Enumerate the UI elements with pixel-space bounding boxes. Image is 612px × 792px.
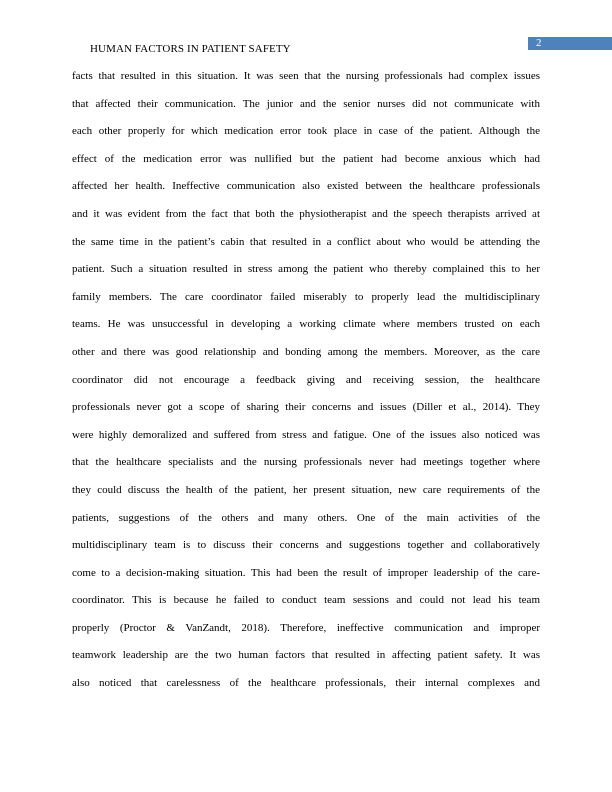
text-line: that the healthcare specialists and the nursing professionals never had meetings together where	[72, 456, 540, 469]
text-line: professionals never got a scope of sharing their concerns and issues (Diller et al., 2014). They	[72, 401, 540, 414]
body-paragraph	[72, 65, 540, 700]
text-line: other and there was good relationship and bonding among the members. Moreover, as the care	[72, 345, 540, 358]
text-line: coordinator. This is because he failed to conduct team sessions and could not lead his team	[72, 594, 540, 607]
text-line: multidisciplinary team is to discuss their concerns and suggestions together and collaboratively	[72, 539, 540, 552]
text-line: come to a decision-making situation. This had been the result of improper leadership of the care-	[72, 566, 540, 579]
text-line: teams. He was unsuccessful in developing a working climate where members trusted on each	[72, 318, 540, 331]
text-line: each other properly for which medication error took place in case of the patient. Although the	[72, 125, 540, 138]
text-line: affected her health. Ineffective communication also existed between the healthcare professionals	[72, 180, 540, 193]
text-line: were highly demoralized and suffered from stress and fatigue. One of the issues also noticed was	[72, 428, 540, 441]
text-line: that affected their communication. The junior and the senior nurses did not communicate with	[72, 97, 540, 110]
text-line: the same time in the patient’s cabin that resulted in a conflict about who would be attending the	[72, 235, 540, 248]
text-line: facts that resulted in this situation. It was seen that the nursing professionals had complex issues	[72, 70, 540, 82]
text-line: patient. Such a situation resulted in stress among the patient who thereby complained this to her	[72, 263, 540, 276]
text-line: patients, suggestions of the others and many others. One of the main activities of the	[72, 511, 540, 524]
text-line: also noticed that carelessness of the healthcare professionals, their internal complexes and	[72, 677, 540, 690]
page-number: 2	[528, 37, 612, 50]
text-line: properly (Proctor & VanZandt, 2018). Therefore, ineffective communication and improper	[72, 621, 540, 634]
text-line: coordinator did not encourage a feedback giving and receiving session, the healthcare	[72, 373, 540, 386]
text-line: teamwork leadership are the two human factors that resulted in affecting patient safety. It was	[72, 649, 540, 662]
text-line: family members. The care coordinator failed miserably to properly lead the multidisciplinary	[72, 290, 540, 303]
running-head: HUMAN FACTORS IN PATIENT SAFETY	[90, 43, 291, 55]
text-line: they could discuss the health of the patient, her present situation, new care requirements of the	[72, 483, 540, 496]
text-line: and it was evident from the fact that both the physiotherapist and the speech therapists arrived at	[72, 207, 540, 220]
text-line: effect of the medication error was nullified but the patient had become anxious which had	[72, 152, 540, 165]
